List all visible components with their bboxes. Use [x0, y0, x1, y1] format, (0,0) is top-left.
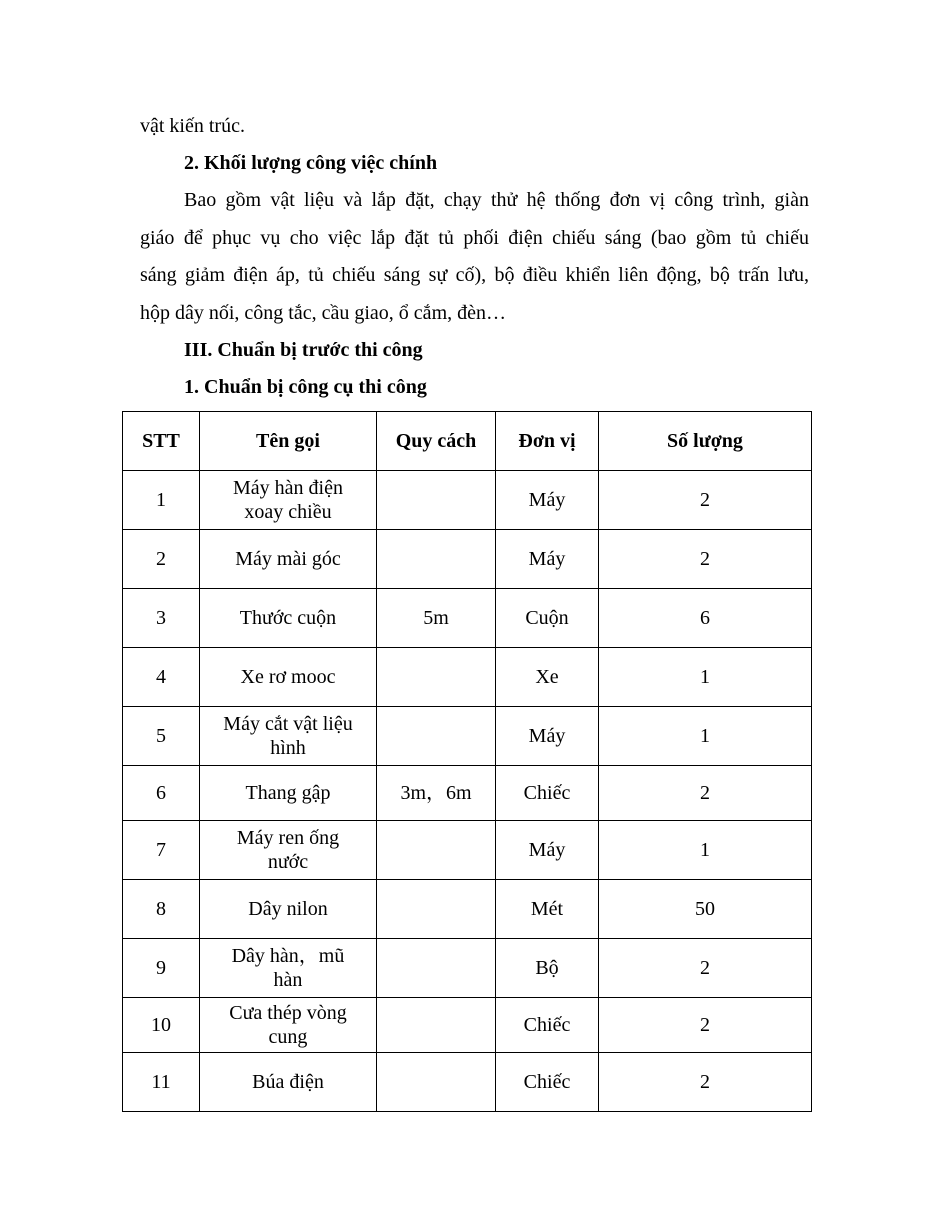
- cell-spec: [377, 530, 496, 589]
- cell-name: [200, 821, 377, 880]
- cell-quantity: 1: [599, 648, 812, 707]
- cell-stt: 6: [123, 766, 200, 821]
- cell-quantity: 2: [599, 1053, 812, 1112]
- table-row: [123, 648, 812, 707]
- paragraph-line: giáo để phục vụ cho việc lắp đặt tủ phối điện chiếu sáng (bao gồm tủ chiếu: [140, 227, 809, 249]
- cell-quantity: 6: [599, 589, 812, 648]
- header-name: Tên gọi: [200, 412, 377, 471]
- table-row: [123, 998, 812, 1053]
- cell-spec: [377, 998, 496, 1053]
- cell-name-text: Máy cắt vật liệu hình: [223, 713, 353, 759]
- cell-stt: 4: [123, 648, 200, 707]
- cell-quantity: 2: [599, 939, 812, 998]
- cell-spec: [377, 648, 496, 707]
- cell-name: [200, 530, 377, 589]
- cell-unit: Máy: [496, 821, 599, 880]
- heading-tools: 1. Chuẩn bị công cụ thi công: [184, 376, 427, 398]
- cell-name-text: Búa điện: [252, 1071, 324, 1093]
- table-row: [123, 939, 812, 998]
- cell-stt: 11: [123, 1053, 200, 1112]
- header-stt: STT: [123, 412, 200, 471]
- cell-unit: Mét: [496, 880, 599, 939]
- cell-stt: 3: [123, 589, 200, 648]
- cell-name: [200, 766, 377, 821]
- cell-unit: Chiếc: [496, 766, 599, 821]
- cell-name-text: Thang gập: [245, 782, 331, 804]
- table-row: [123, 880, 812, 939]
- cell-name: [200, 939, 377, 998]
- heading-workload: 2. Khối lượng công việc chính: [184, 152, 438, 174]
- cell-quantity: 2: [599, 530, 812, 589]
- paragraph-line: Bao gồm vật liệu và lắp đặt, chạy thử hệ thống đơn vị công trình, giàn: [184, 189, 809, 211]
- cell-name-text: Dây nilon: [248, 898, 328, 920]
- intro-line: vật kiến trúc.: [140, 115, 245, 137]
- cell-name-text: Máy mài góc: [235, 548, 341, 570]
- table-row: [123, 707, 812, 766]
- paragraph-line: sáng giảm điện áp, tủ chiếu sáng sự cố), bộ điều khiển liên động, bộ trấn lưu,: [140, 264, 809, 286]
- cell-quantity: 2: [599, 766, 812, 821]
- cell-name: [200, 880, 377, 939]
- cell-name: [200, 707, 377, 766]
- cell-unit: Chiếc: [496, 998, 599, 1053]
- cell-stt: 7: [123, 821, 200, 880]
- cell-unit: Máy: [496, 707, 599, 766]
- cell-spec: [377, 880, 496, 939]
- paragraph-line: hộp dây nối, công tắc, cầu giao, ổ cắm, đèn…: [140, 302, 506, 324]
- cell-name-text: Máy ren ống nước: [236, 827, 340, 873]
- cell-spec: [377, 471, 496, 530]
- cell-unit: Chiếc: [496, 1053, 599, 1112]
- cell-stt: 1: [123, 471, 200, 530]
- cell-stt: 8: [123, 880, 200, 939]
- cell-spec: 5m: [377, 589, 496, 648]
- cell-spec: [377, 821, 496, 880]
- cell-quantity: 1: [599, 707, 812, 766]
- cell-name: [200, 998, 377, 1053]
- header-unit: Đơn vị: [496, 412, 599, 471]
- table-header-row: [123, 412, 812, 471]
- cell-name: [200, 1053, 377, 1112]
- table-row: [123, 1053, 812, 1112]
- table-row: [123, 766, 812, 821]
- tools-table: [122, 411, 812, 1112]
- cell-name-text: Dây hàn，mũ hàn: [231, 945, 345, 991]
- cell-unit: Máy: [496, 530, 599, 589]
- header-spec: Quy cách: [377, 412, 496, 471]
- table-row: [123, 821, 812, 880]
- cell-spec: [377, 1053, 496, 1112]
- cell-spec: 3m，6m: [377, 766, 496, 821]
- cell-name: [200, 648, 377, 707]
- cell-quantity: 2: [599, 998, 812, 1053]
- cell-quantity: 50: [599, 880, 812, 939]
- cell-stt: 10: [123, 998, 200, 1053]
- cell-name: [200, 589, 377, 648]
- heading-section3: III. Chuẩn bị trước thi công: [184, 339, 423, 361]
- table-row: [123, 530, 812, 589]
- table-row: [123, 589, 812, 648]
- cell-unit: Xe: [496, 648, 599, 707]
- cell-name-text: Máy hàn điện xoay chiều: [233, 477, 343, 523]
- cell-quantity: 2: [599, 471, 812, 530]
- table-row: [123, 471, 812, 530]
- cell-name: [200, 471, 377, 530]
- cell-stt: 9: [123, 939, 200, 998]
- cell-name-text: Thước cuộn: [239, 607, 337, 629]
- cell-stt: 5: [123, 707, 200, 766]
- cell-quantity: 1: [599, 821, 812, 880]
- cell-name-text: Cưa thép vòng cung: [229, 1002, 347, 1048]
- cell-unit: Cuộn: [496, 589, 599, 648]
- cell-name-text: Xe rơ mooc: [240, 666, 336, 688]
- cell-stt: 2: [123, 530, 200, 589]
- cell-unit: Bộ: [496, 939, 599, 998]
- cell-spec: [377, 707, 496, 766]
- cell-unit: Máy: [496, 471, 599, 530]
- cell-spec: [377, 939, 496, 998]
- header-quantity: Số lượng: [599, 412, 812, 471]
